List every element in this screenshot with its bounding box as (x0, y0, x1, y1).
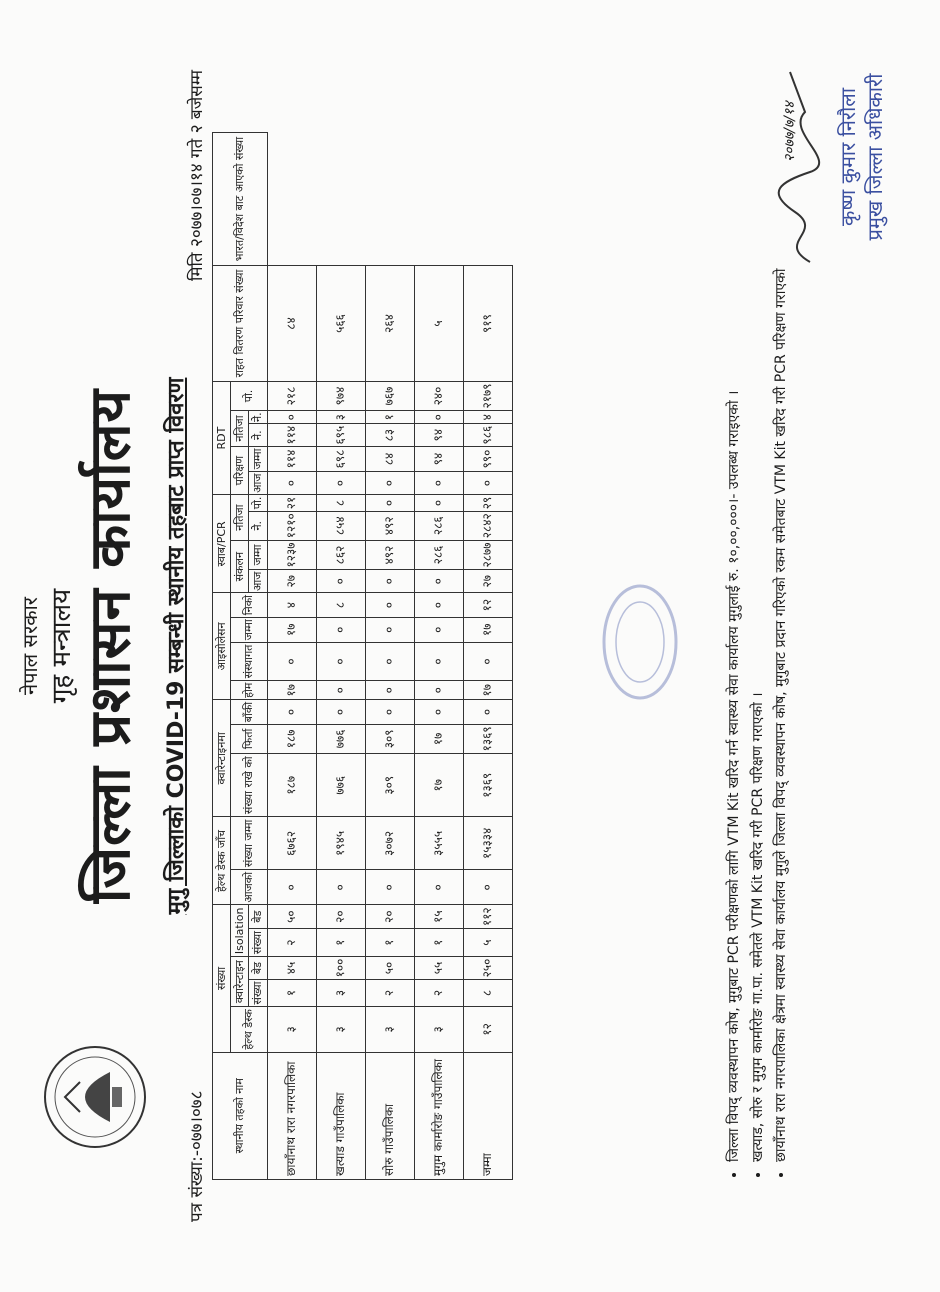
table-cell: २७ (463, 570, 512, 593)
table-cell: ० (267, 642, 316, 680)
table-cell: ० (267, 870, 316, 905)
header-returned: फिर्ता (231, 724, 267, 753)
table-cell: २६४ (365, 266, 414, 382)
table-cell: २१८ (267, 381, 316, 410)
header-rdt-neg2: नेे. (249, 411, 267, 424)
table-cell: १९४५ (316, 817, 365, 870)
table-cell: १८७ (267, 754, 316, 817)
table-cell: ९९० (463, 446, 512, 471)
ministry-name: गृह मन्त्रालय (47, 588, 77, 704)
header-isolation-total: जम्मा (231, 617, 267, 642)
table-cell: १ (365, 928, 414, 956)
table-cell: ० (414, 411, 463, 424)
government-name: नेपाल सरकार (18, 597, 42, 695)
table-cell: ९७४ (316, 381, 365, 410)
header-recovered: निको (231, 593, 267, 617)
table-cell: १५ (414, 905, 463, 929)
table-cell: ११२ (463, 905, 512, 929)
table-cell: २ (267, 928, 316, 956)
header-abroad: भारत/विदेश बाट आएको संख्या (213, 133, 268, 266)
table-cell: २४० (414, 381, 463, 410)
header-pcr-result: नतिजा (231, 495, 249, 541)
note-item: • छायाँनाथ रारा नगरपालिका क्षेत्रमा स्वास्थ्य सेवा कार्यालय मुगुले जिल्ला विपद् व्यवस्थापन कोष, मुगुबाट प्रदान गरिएको रकम समेतबाट VTM Kit खरिद गरी PCR परिक्षण गराएको (771, 120, 793, 1162)
table-cell: १७ (463, 617, 512, 642)
row-local-name: सोरु गाउँपालिका (365, 1052, 414, 1179)
table-cell: १ (316, 928, 365, 956)
table-cell: २० (365, 905, 414, 929)
table-cell: ५६६ (316, 266, 365, 382)
handwritten-signature-icon (770, 42, 830, 272)
table-cell: १२ (463, 593, 512, 617)
table-cell: २ (365, 979, 414, 1006)
table-cell: ३ (316, 411, 365, 424)
office-seal-icon (600, 582, 680, 702)
table-cell: १७ (267, 681, 316, 700)
document-subtitle: मुगु जिल्लाको COVID-19 सम्बन्धी स्थानीय तहबाट प्राप्त विवरण (164, 377, 189, 915)
header-pcr-pos: पो. (249, 495, 267, 511)
table-cell: १५३३४ (463, 817, 512, 870)
table-row (414, 133, 463, 1180)
table-cell: १३६९ (463, 724, 512, 753)
table-cell: ० (414, 495, 463, 511)
header-isolation: Isolation (231, 905, 249, 957)
table-cell: ५५ (414, 957, 463, 980)
table-cell: २८७७ (463, 540, 512, 569)
table-cell: ४९२ (365, 511, 414, 540)
table-cell: ० (365, 471, 414, 494)
header-rdt-pos: पो. (231, 381, 267, 410)
table-cell: ० (414, 593, 463, 617)
header-swab-pcr: स्वाब/PCR (213, 495, 231, 593)
table-cell: ० (316, 870, 365, 905)
table-cell: २७ (267, 570, 316, 593)
header-test: परिक्षण (231, 446, 249, 494)
table-cell: ८ (316, 593, 365, 617)
table-cell: ० (463, 642, 512, 680)
table-cell: २१७९ (463, 381, 512, 410)
table-cell: ० (414, 617, 463, 642)
table-cell: ३०९ (365, 754, 414, 817)
table-cell: ० (267, 411, 316, 424)
table-cell: २८६ (414, 540, 463, 569)
table-cell: ५० (267, 905, 316, 929)
table-cell: ० (414, 471, 463, 494)
header-local-level: स्थानीय तहको नाम (213, 1052, 268, 1179)
table-cell: ३ (316, 979, 365, 1006)
table-cell: ० (316, 700, 365, 724)
table-cell: १७ (414, 754, 463, 817)
table-cell: ३ (414, 1007, 463, 1052)
table-row (463, 133, 512, 1180)
table-cell: ८ (316, 495, 365, 511)
table-cell: ८ (463, 979, 512, 1006)
header-relief: राहत वितरण परिवार संख्या (213, 266, 268, 382)
table-cell: २१ (267, 495, 316, 511)
header-rdt-today: आज (249, 471, 267, 494)
table-cell: १ (365, 411, 414, 424)
header-today: आजको (231, 870, 267, 905)
header-rdt: RDT (213, 381, 231, 494)
table-row (316, 133, 365, 1180)
table-cell: २८६ (414, 511, 463, 540)
table-cell: ३ (267, 1007, 316, 1052)
table-cell: ४९२ (365, 540, 414, 569)
table-cell: २९ (463, 495, 512, 511)
office-title: जिल्ला प्रशासन कार्यालय (78, 388, 143, 904)
table-cell: ४ (267, 593, 316, 617)
table-cell: १ (414, 928, 463, 956)
table-cell: ६७६२ (267, 817, 316, 870)
table-cell: ० (365, 870, 414, 905)
table-cell: ० (414, 642, 463, 680)
header-q-number: संख्या (249, 979, 267, 1006)
table-cell: ० (365, 495, 414, 511)
table-cell: २८४२ (463, 511, 512, 540)
table-cell: ० (365, 700, 414, 724)
table-cell: ३ (316, 1007, 365, 1052)
covid-data-table (212, 132, 513, 1180)
table-cell: ८५४ (316, 511, 365, 540)
table-cell: ९४ (414, 446, 463, 471)
row-local-name: खत्याड गाउँपालिका (316, 1052, 365, 1179)
table-cell: ८३ (365, 424, 414, 447)
table-cell: १३६९ (463, 754, 512, 817)
table-cell: ५ (414, 266, 463, 382)
header-col-today: आज (249, 570, 267, 593)
header-institutional: संस्थागत (231, 642, 267, 680)
table-cell: ० (316, 681, 365, 700)
table-cell: ० (365, 570, 414, 593)
table-cell: ० (463, 700, 512, 724)
table-cell: ११४ (267, 446, 316, 471)
table-cell: ० (414, 870, 463, 905)
header-col-total: जम्मा (249, 540, 267, 569)
note-item: • जिल्ला विपद् व्यवस्थापन कोष, मुगुबाट PCR परीक्षणको लागि VTM Kit खरिद गर्न स्वास्थ्य सेवा कार्यालय मुगुलाई रु. १०,००,०००।- उपलब्ध गराइएको । (724, 120, 746, 1162)
table-cell: ७६७ (365, 381, 414, 410)
table-cell: १७ (463, 681, 512, 700)
table-cell: ११४ (267, 424, 316, 447)
table-cell: ७७६ (316, 724, 365, 753)
header-rdt-neg: नेे. (249, 424, 267, 447)
signatory-title: प्रमुख जिल्ला अधिकारी (863, 73, 887, 241)
table-cell: १८७ (267, 724, 316, 753)
table-cell: २ (414, 979, 463, 1006)
table-cell: १७ (414, 724, 463, 753)
table-cell: ८६२ (316, 540, 365, 569)
table-cell: ० (267, 700, 316, 724)
header-kept: संख्या राखे को (231, 754, 267, 817)
header-remaining: बाँकी (231, 700, 267, 724)
table-cell: ९८६ (463, 424, 512, 447)
header-total-count: संख्या जम्मा (231, 817, 267, 870)
table-cell: ० (316, 617, 365, 642)
table-cell: ० (463, 471, 512, 494)
table-cell: ३०९ (365, 724, 414, 753)
signatory-name: कृष्ण कुमार निरौला (836, 87, 860, 227)
signature-date: २०७७/७/१४ (782, 101, 798, 162)
header-in-quarantine: क्वारेन्टाइनमा (213, 700, 231, 817)
table-cell: ० (365, 642, 414, 680)
table-cell: १०० (316, 957, 365, 980)
header-pcr-neg: नेे. (249, 511, 267, 540)
table-cell: १ (267, 979, 316, 1006)
header-q-bed: बेड (249, 957, 267, 980)
table-cell: २५० (463, 957, 512, 980)
header-health-desk: हेल्थ डेस्क (231, 1007, 267, 1052)
table-cell: ८४ (365, 446, 414, 471)
header-health-desk-check: हेल्थ डेस्क जाँच (213, 817, 231, 905)
table-cell: ३ (365, 1007, 414, 1052)
table-cell: ० (463, 870, 512, 905)
header-rdt-result: नतिजा (231, 411, 249, 447)
table-cell: १२३७ (267, 540, 316, 569)
header-home: होम (231, 681, 267, 700)
table-cell: ४५ (267, 957, 316, 980)
header-quarantine: क्वारेन्टाइन (231, 957, 249, 1007)
table-cell: १२१० (267, 511, 316, 540)
row-local-name: मुगुम कार्मारोङ गाउँपालिका (414, 1052, 463, 1179)
table-cell: ० (365, 681, 414, 700)
header-i-bed: बेड (249, 905, 267, 929)
table-cell: ० (414, 700, 463, 724)
header-collection: संकलन (231, 540, 249, 593)
row-local-name: छायाँनाथ रारा नगरपालिका (267, 1052, 316, 1179)
row-local-name: जम्मा (463, 1052, 512, 1179)
table-cell: ७७६ (316, 754, 365, 817)
table-cell: ५० (365, 957, 414, 980)
table-cell: ३०७२ (365, 817, 414, 870)
table-cell: ० (414, 681, 463, 700)
table-cell: २० (316, 905, 365, 929)
table-cell: ३५५५ (414, 817, 463, 870)
signature-block (770, 42, 910, 272)
table-cell: ८४ (267, 266, 316, 382)
table-cell: ० (414, 570, 463, 593)
table-cell: ६९८ (316, 446, 365, 471)
table-cell: ९४ (414, 424, 463, 447)
table-cell: ० (365, 617, 414, 642)
table-cell: ० (316, 570, 365, 593)
table-row (267, 133, 316, 1180)
table-cell: ९१९ (463, 266, 512, 382)
header-count: संख्या (213, 905, 231, 1052)
report-date: मिति २०७७।०७।१४ गते २ बजेसम्म (187, 70, 207, 282)
table-cell: ६९५ (316, 424, 365, 447)
reference-number: पत्र संख्या:-०७७।०७८ (187, 1090, 207, 1222)
header-i-number: संख्या (249, 928, 267, 956)
note-item: • खत्याड, सोरु र मुगुम कार्मारोङ गा.पा. समेतले VTM Kit खरिद गरी PCR परिक्षण गराएको । (748, 120, 770, 1162)
table-cell: ० (316, 642, 365, 680)
table-cell: ० (365, 593, 414, 617)
header-isolation-group: आइसोलेसन (213, 593, 231, 700)
table-cell: ५ (463, 928, 512, 956)
table-cell: १२ (463, 1007, 512, 1052)
table-cell: ० (267, 471, 316, 494)
table-row (365, 133, 414, 1180)
table-cell: ० (316, 471, 365, 494)
notes-section (724, 120, 795, 1180)
header-rdt-total: जम्मा (249, 446, 267, 471)
table-cell: ४ (463, 411, 512, 424)
table-cell: १७ (267, 617, 316, 642)
